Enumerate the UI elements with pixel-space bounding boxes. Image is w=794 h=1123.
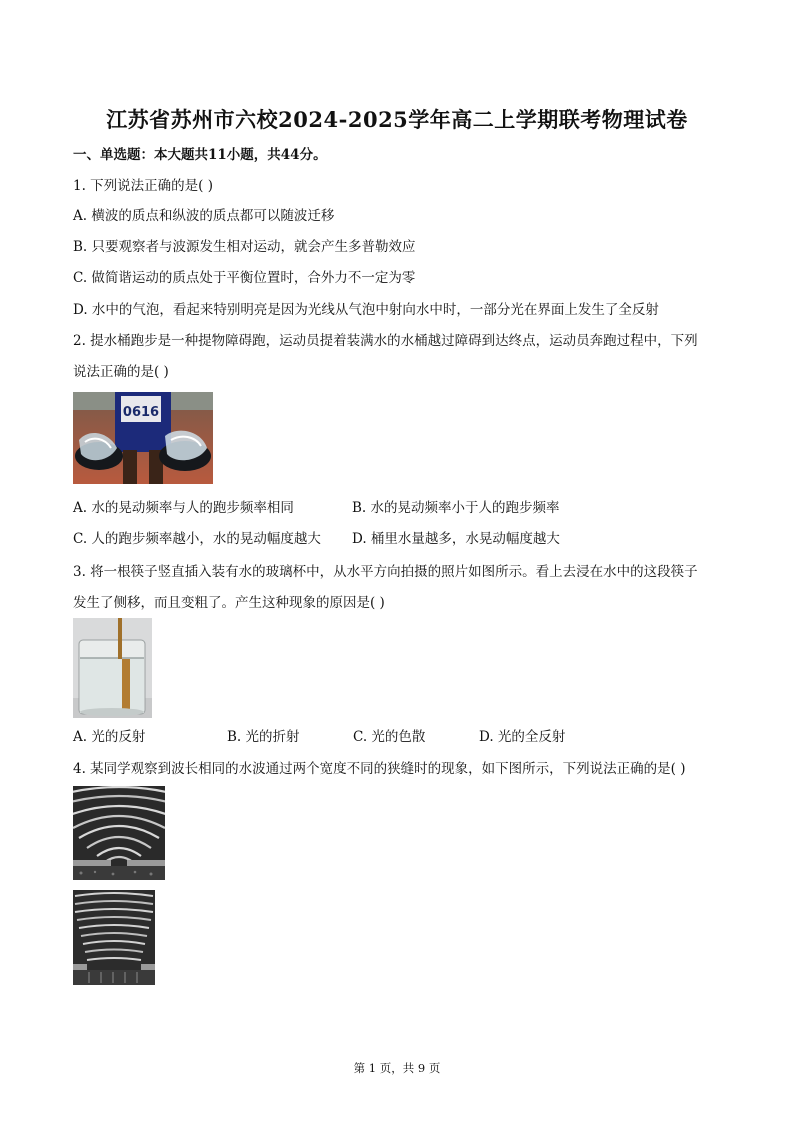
q1-option-d: D. 水中的气泡，看起来特别明亮是因为光线从气泡中射向水中时，一部分光在界面上发生了全反射 [73,302,659,318]
q4-stem: 4. 某同学观察到波长相同的水波通过两个宽度不同的狭缝时的现象，如下图所示，下列说法正确的是( ) [73,761,686,777]
q2-stem-line2: 说法正确的是( ) [73,364,169,380]
q3-option-c: C. 光的色散 [353,729,426,745]
q1-option-b: B. 只要观察者与波源发生相对运动，就会产生多普勒效应 [73,239,416,255]
wide-slit-diffraction-photo [73,890,155,985]
section-heading: 一、单选题：本大题共11小题，共44分。 [73,147,327,163]
q1-stem: 1. 下列说法正确的是( ) [73,178,213,194]
q1-option-c: C. 做简谐运动的质点处于平衡位置时，合外力不一定为零 [73,270,416,286]
q3-option-b: B. 光的折射 [227,729,300,745]
exam-title: 江苏省苏州市六校2024-2025学年高二上学期联考物理试卷 [106,107,688,132]
q3-option-a: A. 光的反射 [73,729,146,745]
chopstick-in-glass-photo [73,618,152,718]
q2-option-d: D. 桶里水量越多，水晃动幅度越大 [352,531,560,547]
runner-water-bucket-photo [73,392,213,484]
bib-number: 0616 [122,405,160,420]
page-footer: 第 1 页，共 9 页 [353,1061,441,1075]
q3-stem-line1: 3. 将一根筷子竖直插入装有水的玻璃杯中，从水平方向拍摄的照片如图所示。看上去浸在水中的这段筷子 [73,564,698,580]
q2-option-b: B. 水的晃动频率小于人的跑步频率 [352,500,560,516]
q2-option-c: C. 人的跑步频率越小，水的晃动幅度越大 [73,531,321,547]
q2-option-a: A. 水的晃动频率与人的跑步频率相同 [73,500,294,516]
narrow-slit-diffraction-photo [73,786,165,880]
q2-stem-line1: 2. 提水桶跑步是一种提物障碍跑，运动员提着装满水的水桶越过障碍到达终点，运动员奔跑过程中，下列 [73,333,698,349]
q3-stem-line2: 发生了侧移，而且变粗了。产生这种现象的原因是( ) [73,595,385,611]
q1-option-a: A. 横波的质点和纵波的质点都可以随波迁移 [73,208,335,224]
q3-option-d: D. 光的全反射 [479,729,566,745]
